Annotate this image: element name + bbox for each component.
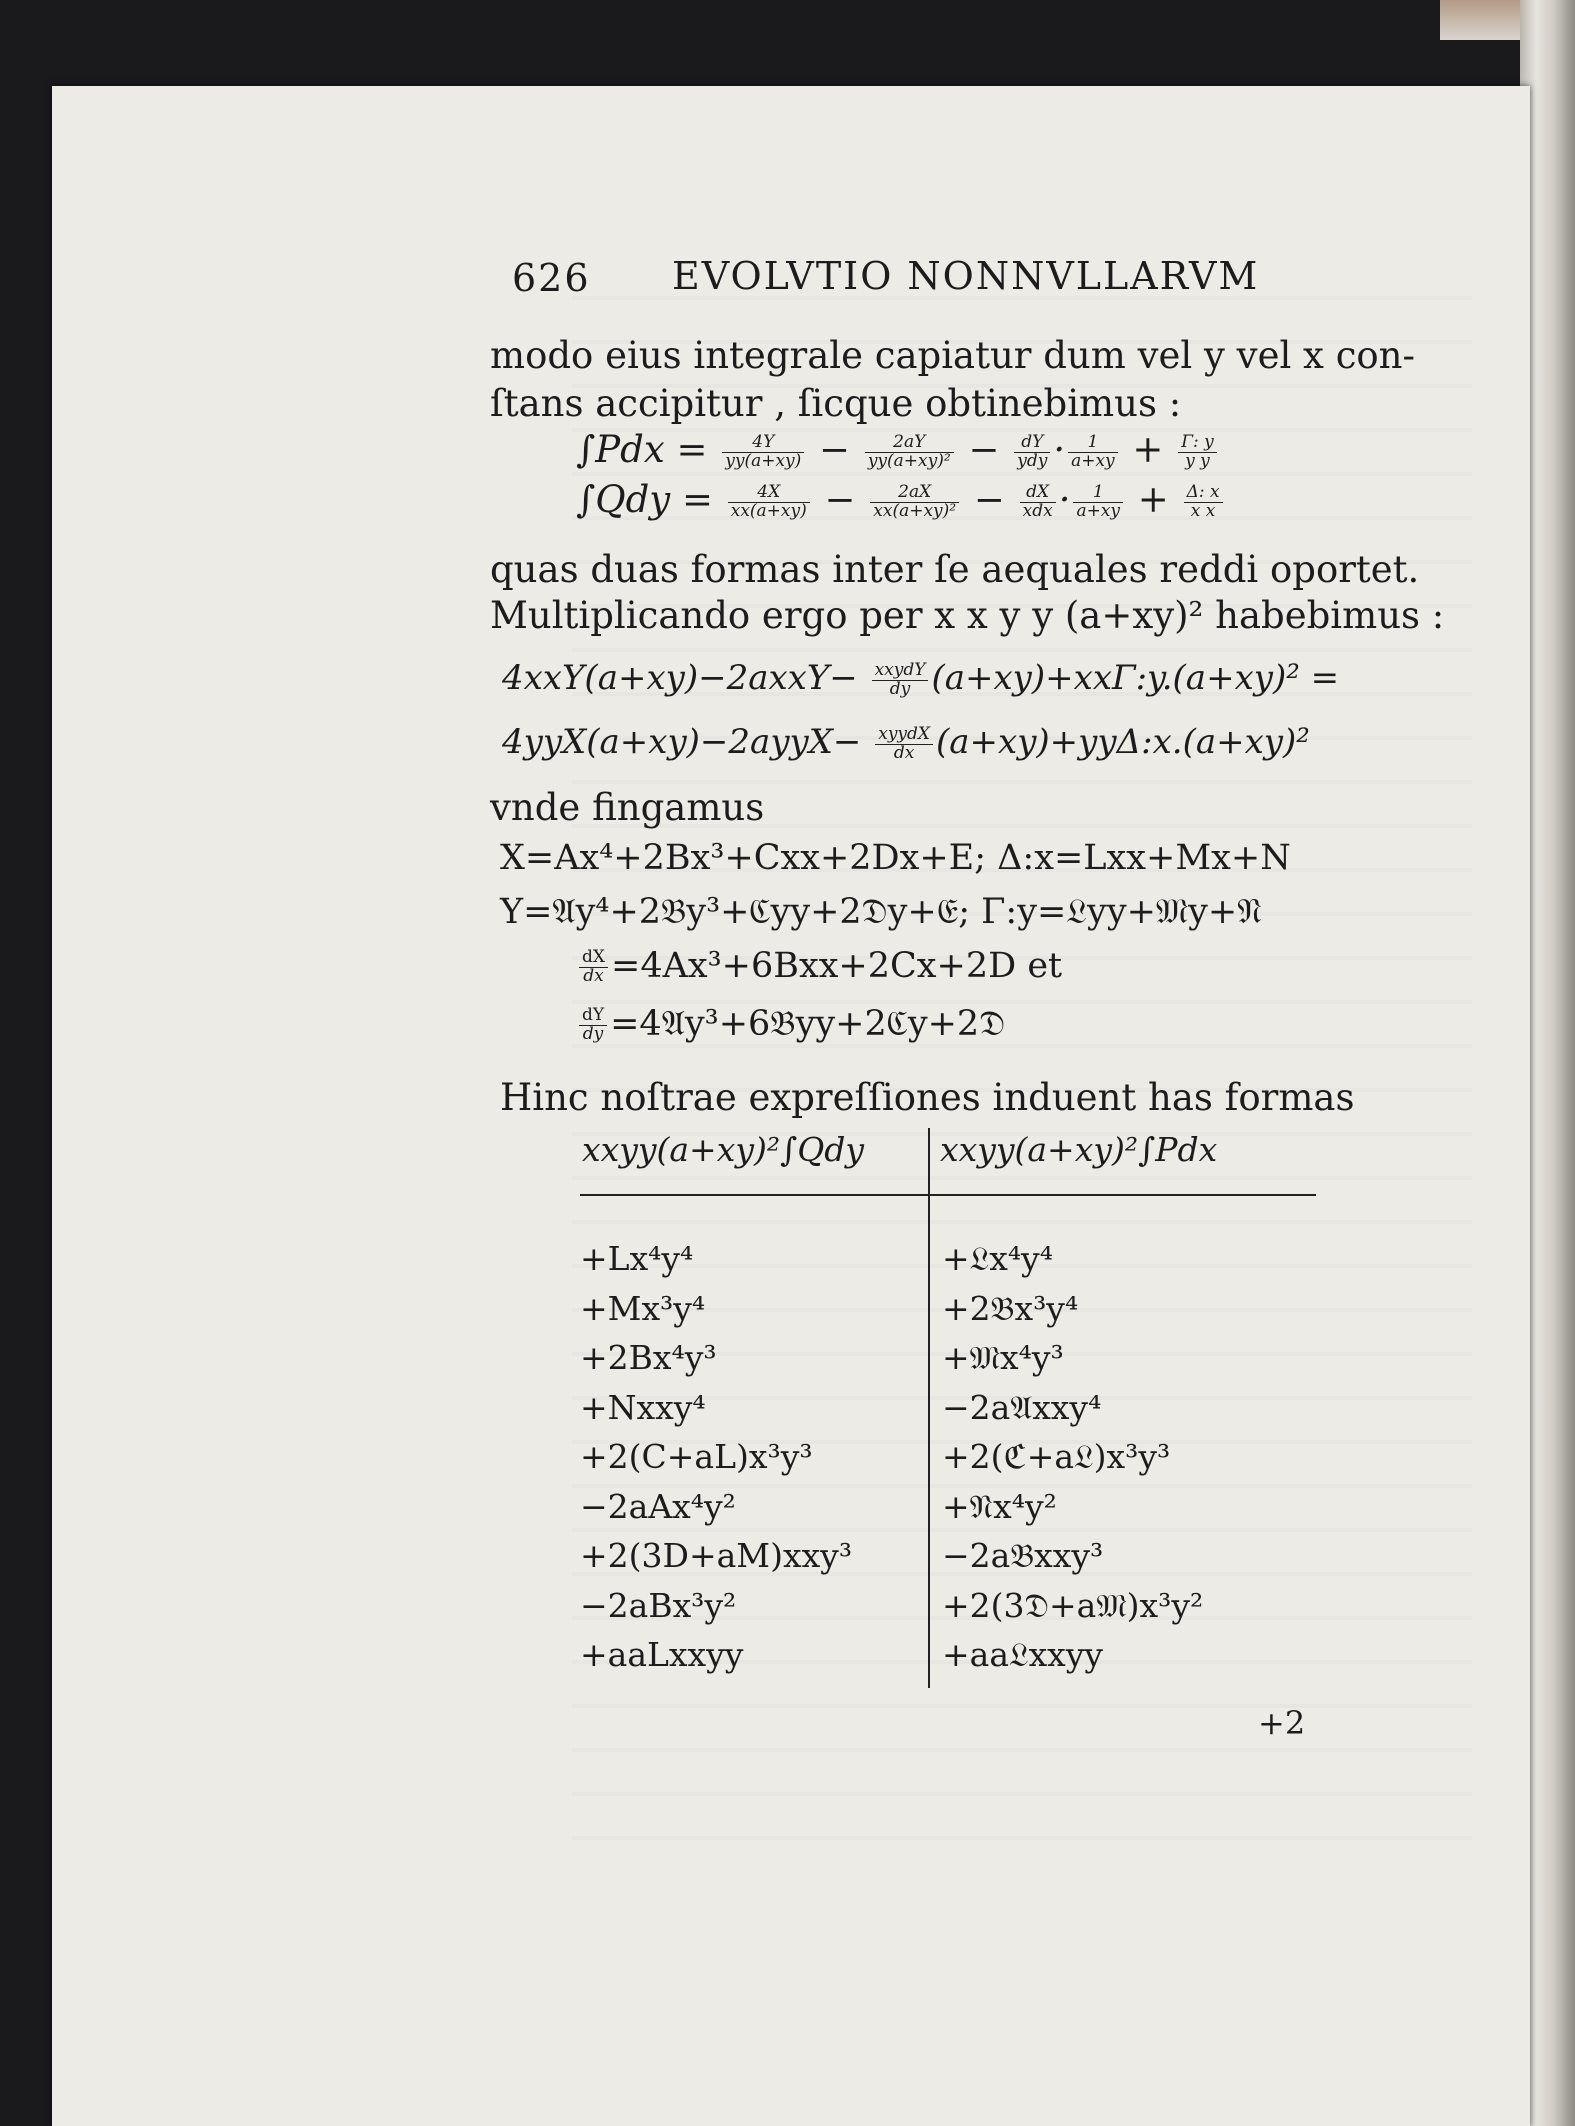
table-cell: +2(3𝔇+a𝔐)x³y² bbox=[942, 1585, 1204, 1625]
equation-y-definition: Y=𝔄y⁴+2𝔅y³+ℭyy+2𝔇y+𝔈; Γ:y=𝔏yy+𝔐y+𝔑 bbox=[500, 892, 1263, 932]
table-cell: +2(ℭ+a𝔏)x³y³ bbox=[942, 1437, 1171, 1476]
text-line-5: vnde fingamus bbox=[490, 786, 765, 829]
table-right-column bbox=[942, 1234, 1203, 1680]
fraction: $\frac{1}{a+xy}$ bbox=[1068, 434, 1118, 471]
table-right-header: xxyy(a+xy)²∫Pdx bbox=[940, 1130, 1218, 1169]
text-line-1: modo eius integrale capiatur dum vel y vel x con- bbox=[490, 334, 1416, 377]
table-cell: −2a𝔅xxy³ bbox=[942, 1536, 1104, 1575]
fraction: $\frac{\text{xyydX}}{dx}$ bbox=[875, 726, 933, 763]
equation-expanded-1: 4xxY(a+xy)−2axxY− $\frac{\text{xxydY}}{dy}$ (a+xy)+xxΓ:y.(a+xy)² = bbox=[502, 658, 1340, 699]
table-header-rule bbox=[580, 1194, 1316, 1196]
table-cell: +aa𝔏xxyy bbox=[942, 1635, 1104, 1674]
table-left-header: xxyy(a+xy)²∫Qdy bbox=[582, 1130, 865, 1169]
table-left-column bbox=[580, 1234, 852, 1680]
table-cell: +2𝔅x³y⁴ bbox=[942, 1288, 1079, 1328]
table-cell: +Nxxy⁴ bbox=[580, 1387, 706, 1427]
table-column-divider bbox=[928, 1128, 930, 1688]
equation-q-integral: ∫Qdy = $\frac{4X}{xx(a+xy)}$ − $\frac{2aX}{\text{xx(a+xy)²}}$ − $\frac{dX}{\text{xdx}}$ · $\frac{1}{a+xy}$ + $\frac{\Delta: x}{\text{x x}}$ bbox=[576, 478, 1226, 521]
equation-expanded-2: 4yyX(a+xy)−2ayyX− $\frac{\text{xyydX}}{dx}$ (a+xy)+yyΔ:x.(a+xy)² bbox=[502, 722, 1310, 763]
fraction: $\frac{dY}{\text{ydy}}$ bbox=[1014, 434, 1050, 471]
equation-dx: $\frac{dX}{dx}$ =4Ax³+6Bxx+2Cx+2D et bbox=[576, 946, 1062, 986]
fraction: $\frac{dX}{\text{xdx}}$ bbox=[1020, 484, 1056, 521]
fraction: $\frac{dX}{dx}$ bbox=[579, 949, 608, 986]
text-line-2: ſtans accipitur , ſicque obtinebimus : bbox=[490, 382, 1182, 425]
fraction: $\frac{4X}{xx(a+xy)}$ bbox=[728, 484, 810, 521]
page-number: 626 bbox=[512, 256, 591, 300]
text-line-3: quas duas formas inter ſe aequales reddi oportet. bbox=[490, 548, 1420, 591]
table-cell: −2a𝔄xxy⁴ bbox=[942, 1387, 1102, 1427]
table-cell: +2Bx⁴y³ bbox=[580, 1338, 717, 1377]
table-cell: +Mx³y⁴ bbox=[580, 1288, 706, 1328]
catchword: +2 bbox=[1258, 1704, 1306, 1742]
fraction: $\frac{\text{xxydY}}{dy}$ bbox=[872, 662, 929, 699]
table-cell: +𝔑x⁴y² bbox=[942, 1486, 1057, 1526]
equation-x-definition: X=Ax⁴+2Bx³+Cxx+2Dx+E; Δ:x=Lxx+Mx+N bbox=[500, 838, 1291, 878]
table-cell: +𝔏x⁴y⁴ bbox=[942, 1239, 1053, 1278]
fraction: $\frac{4Y}{yy(a+xy)}$ bbox=[722, 434, 804, 471]
table-cell: +2(C+aL)x³y³ bbox=[580, 1437, 813, 1476]
table-cell: +aaLxxyy bbox=[580, 1635, 744, 1674]
text-line-4: Multiplicando ergo per x x y y (a+xy)² habebimus : bbox=[490, 594, 1445, 637]
table-cell: −2aBx³y² bbox=[580, 1585, 737, 1625]
table-cell: −2aAx⁴y² bbox=[580, 1486, 736, 1526]
table-cell: +Lx⁴y⁴ bbox=[580, 1239, 694, 1278]
fraction: $\frac{1}{a+xy}$ bbox=[1073, 484, 1123, 521]
fraction: $\frac{2aX}{\text{xx(a+xy)²}}$ bbox=[870, 484, 959, 521]
fraction: $\frac{\Delta: x}{\text{x x}}$ bbox=[1184, 484, 1223, 521]
fraction: $\frac{\Gamma: y}{\text{y y}}$ bbox=[1178, 434, 1217, 471]
equation-lhs: ∫Qdy = bbox=[576, 478, 725, 521]
table-cell: +2(3D+aM)xxy³ bbox=[580, 1536, 853, 1575]
fraction: $\frac{dY}{dy}$ bbox=[579, 1007, 607, 1044]
fraction: $\frac{2aY}{\text{yy(a+xy)²}}$ bbox=[865, 434, 954, 471]
table-cell: +𝔐x⁴y³ bbox=[942, 1338, 1064, 1377]
equation-p-integral: ∫Pdx = $\frac{4Y}{yy(a+xy)}$ − $\frac{2aY}{\text{yy(a+xy)²}}$ − $\frac{dY}{\text{ydy}}$ · $\frac{1}{a+xy}$ + $\frac{\Gamma: y}{\text{y y}}$ bbox=[576, 428, 1220, 471]
equation-lhs: ∫Pdx = bbox=[576, 428, 720, 471]
equation-dy: $\frac{dY}{dy}$ =4𝔄y³+6𝔅yy+2ℭy+2𝔇 bbox=[576, 1004, 1005, 1044]
book-page bbox=[52, 86, 1530, 2126]
text-line-6: Hinc noſtrae expreſſiones induent has formas bbox=[500, 1076, 1355, 1119]
running-title: EVOLVTIO NONNVLLARVM bbox=[672, 254, 1260, 298]
